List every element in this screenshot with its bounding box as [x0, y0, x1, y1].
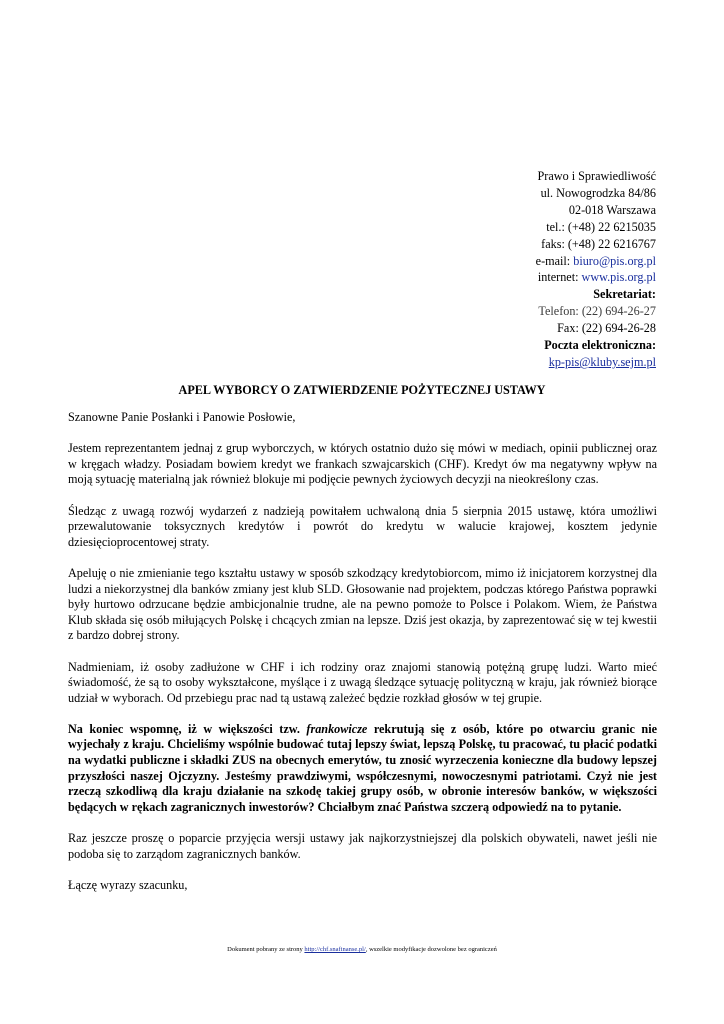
closing-paragraph: Raz jeszcze proszę o poparcie przyjęcia wersji ustawy jak najkorzystniejszej dla polskich obywateli, nawet jeśli nie podoba się to zarządom zagranicznych banków. — [68, 831, 657, 861]
org-name: Prawo i Sprawiedliwość — [537, 169, 656, 183]
paragraph-3: Apeluję o nie zmienianie tego kształtu ustawy w sposób szkodzący kredytobiorcom, mimo iż inicjatorem korzystnej dla ludzi a niekorzystnej dla banków zmiany jest klub SLD. Głosowanie nad projektem, podczas którego Państwa poprawki były hurtowo odrzucane będzie ambicjonalnie trudne, ale na pewno pomoże to Polsce i Polakom. Wiem, że Państwa Klub składa się osób miłujących Polskę i chcących zmian na lepsze. Dziś jest okazja, by zaprezentować się w tej kwestii z bardzo dobrej strony. — [68, 565, 657, 643]
secretariat-heading: Sekretariat: — [593, 287, 656, 302]
mail-heading: Poczta elektroniczna: — [544, 338, 656, 353]
footer-suffix: , wszelkie modyfikacje dozwolone bez ograniczeń — [365, 946, 497, 953]
letter-title: APEL WYBORCY O ZATWIERDZENIE POŻYTECZNEJ USTAWY — [178, 383, 546, 397]
email-label: e-mail: — [535, 253, 574, 268]
email-line — [376, 253, 656, 270]
bold-paragraph-part1: Na koniec wspomnę, iż w większości tzw. — [68, 721, 307, 736]
paragraph-4: Nadmieniam, iż osoby zadłużone w CHF i ich rodziny oraz znajomi stanowią potężną grupę ludzi. Warto mieć świadomość, że są to osoby wykształcone, myślące i z uwagą śledzące sytuację polityczną w kraju, jak również biorące udział w wyborach. Od przebiegu prac nad tą ustawą zależeć będzie rozkład głosów w tej grupie. — [68, 659, 657, 705]
secretariat-fax: Fax: (22) 694-26-28 — [557, 321, 656, 336]
letter-body — [68, 410, 657, 909]
page-footer — [0, 946, 724, 954]
paragraph-2: Śledząc z uwagą rozwój wydarzeń z nadzieją powitałem uchwaloną dnia 5 sierpnia 2015 ustawę, która umożliwi przewalutowanie toksycznych kredytów i powrót do kredytu w walucie krajowej, kosztem jedynie dziesięcioprocentowej straty. — [68, 503, 657, 549]
footer-link[interactable]: http://chf.snafinanse.pl/ — [304, 946, 366, 953]
street-address: ul. Nowogrodzka 84/86 — [540, 185, 656, 200]
internet-line — [376, 269, 656, 286]
mail-line — [376, 354, 656, 371]
fax: faks: (+48) 22 6216767 — [541, 236, 656, 251]
bold-paragraph-italic: frankowicze — [306, 721, 368, 736]
recipient-address-block — [376, 168, 656, 371]
city-postcode: 02-018 Warszawa — [568, 202, 656, 217]
internet-label: internet: — [537, 270, 582, 285]
bold-paragraph-part2: rekrutują się z osób, które po otwarciu granic nie wyjechały z kraju. Chcieliśmy wspólnie budować tutaj lepszy świat, lepszą Polskę, tu pracować, tu płacić podatki na wydatki publiczne i składki ZUS na obecnych emerytów, tu znosić wyrzeczenia konieczne dla budowy lepszej przyszłości naszej Ojczyzny. Jesteśmy prawdziwymi, współczesnymi, nowoczesnymi patriotami. Czyż nie jest rzeczą szkodliwą dla kraju działanie na szkodę takiej grupy osób, w obronie interesów banków, w większości będących w rękach zagranicznych inwestorów? Chciałbym znać Państwa szczerą odpowiedź na to pytanie. — [68, 721, 657, 814]
sign-off: Łączę wyrazy szacunku, — [68, 877, 188, 892]
greeting: Szanowne Panie Posłanki i Panowie Posłowie, — [68, 410, 296, 424]
paragraph-1: Jestem reprezentantem jednaj z grup wyborczych, w których ostatnio dużo się mówi w mediach, opinii publicznej oraz w kręgach władzy. Posiadam bowiem kredyt we frankach szwajcarskich (CHF). Kredyt ów ma negatywny wpływ na moją sytuację materialną jak również blokuje mi podjęcie pewnych życiowych decyzji na nieokreślony czas. — [68, 441, 657, 487]
telephone: tel.: (+48) 22 6215035 — [546, 219, 656, 234]
mail-link[interactable]: kp-pis@kluby.sejm.pl — [548, 354, 656, 369]
internet-link[interactable]: www.pis.org.pl — [581, 270, 656, 285]
footer-prefix: Dokument pobrany ze strony — [227, 946, 305, 953]
bold-paragraph — [68, 722, 657, 816]
secretariat-phone: Telefon: (22) 694-26-27 — [538, 304, 656, 319]
email-link[interactable]: biuro@pis.org.pl — [573, 253, 656, 268]
